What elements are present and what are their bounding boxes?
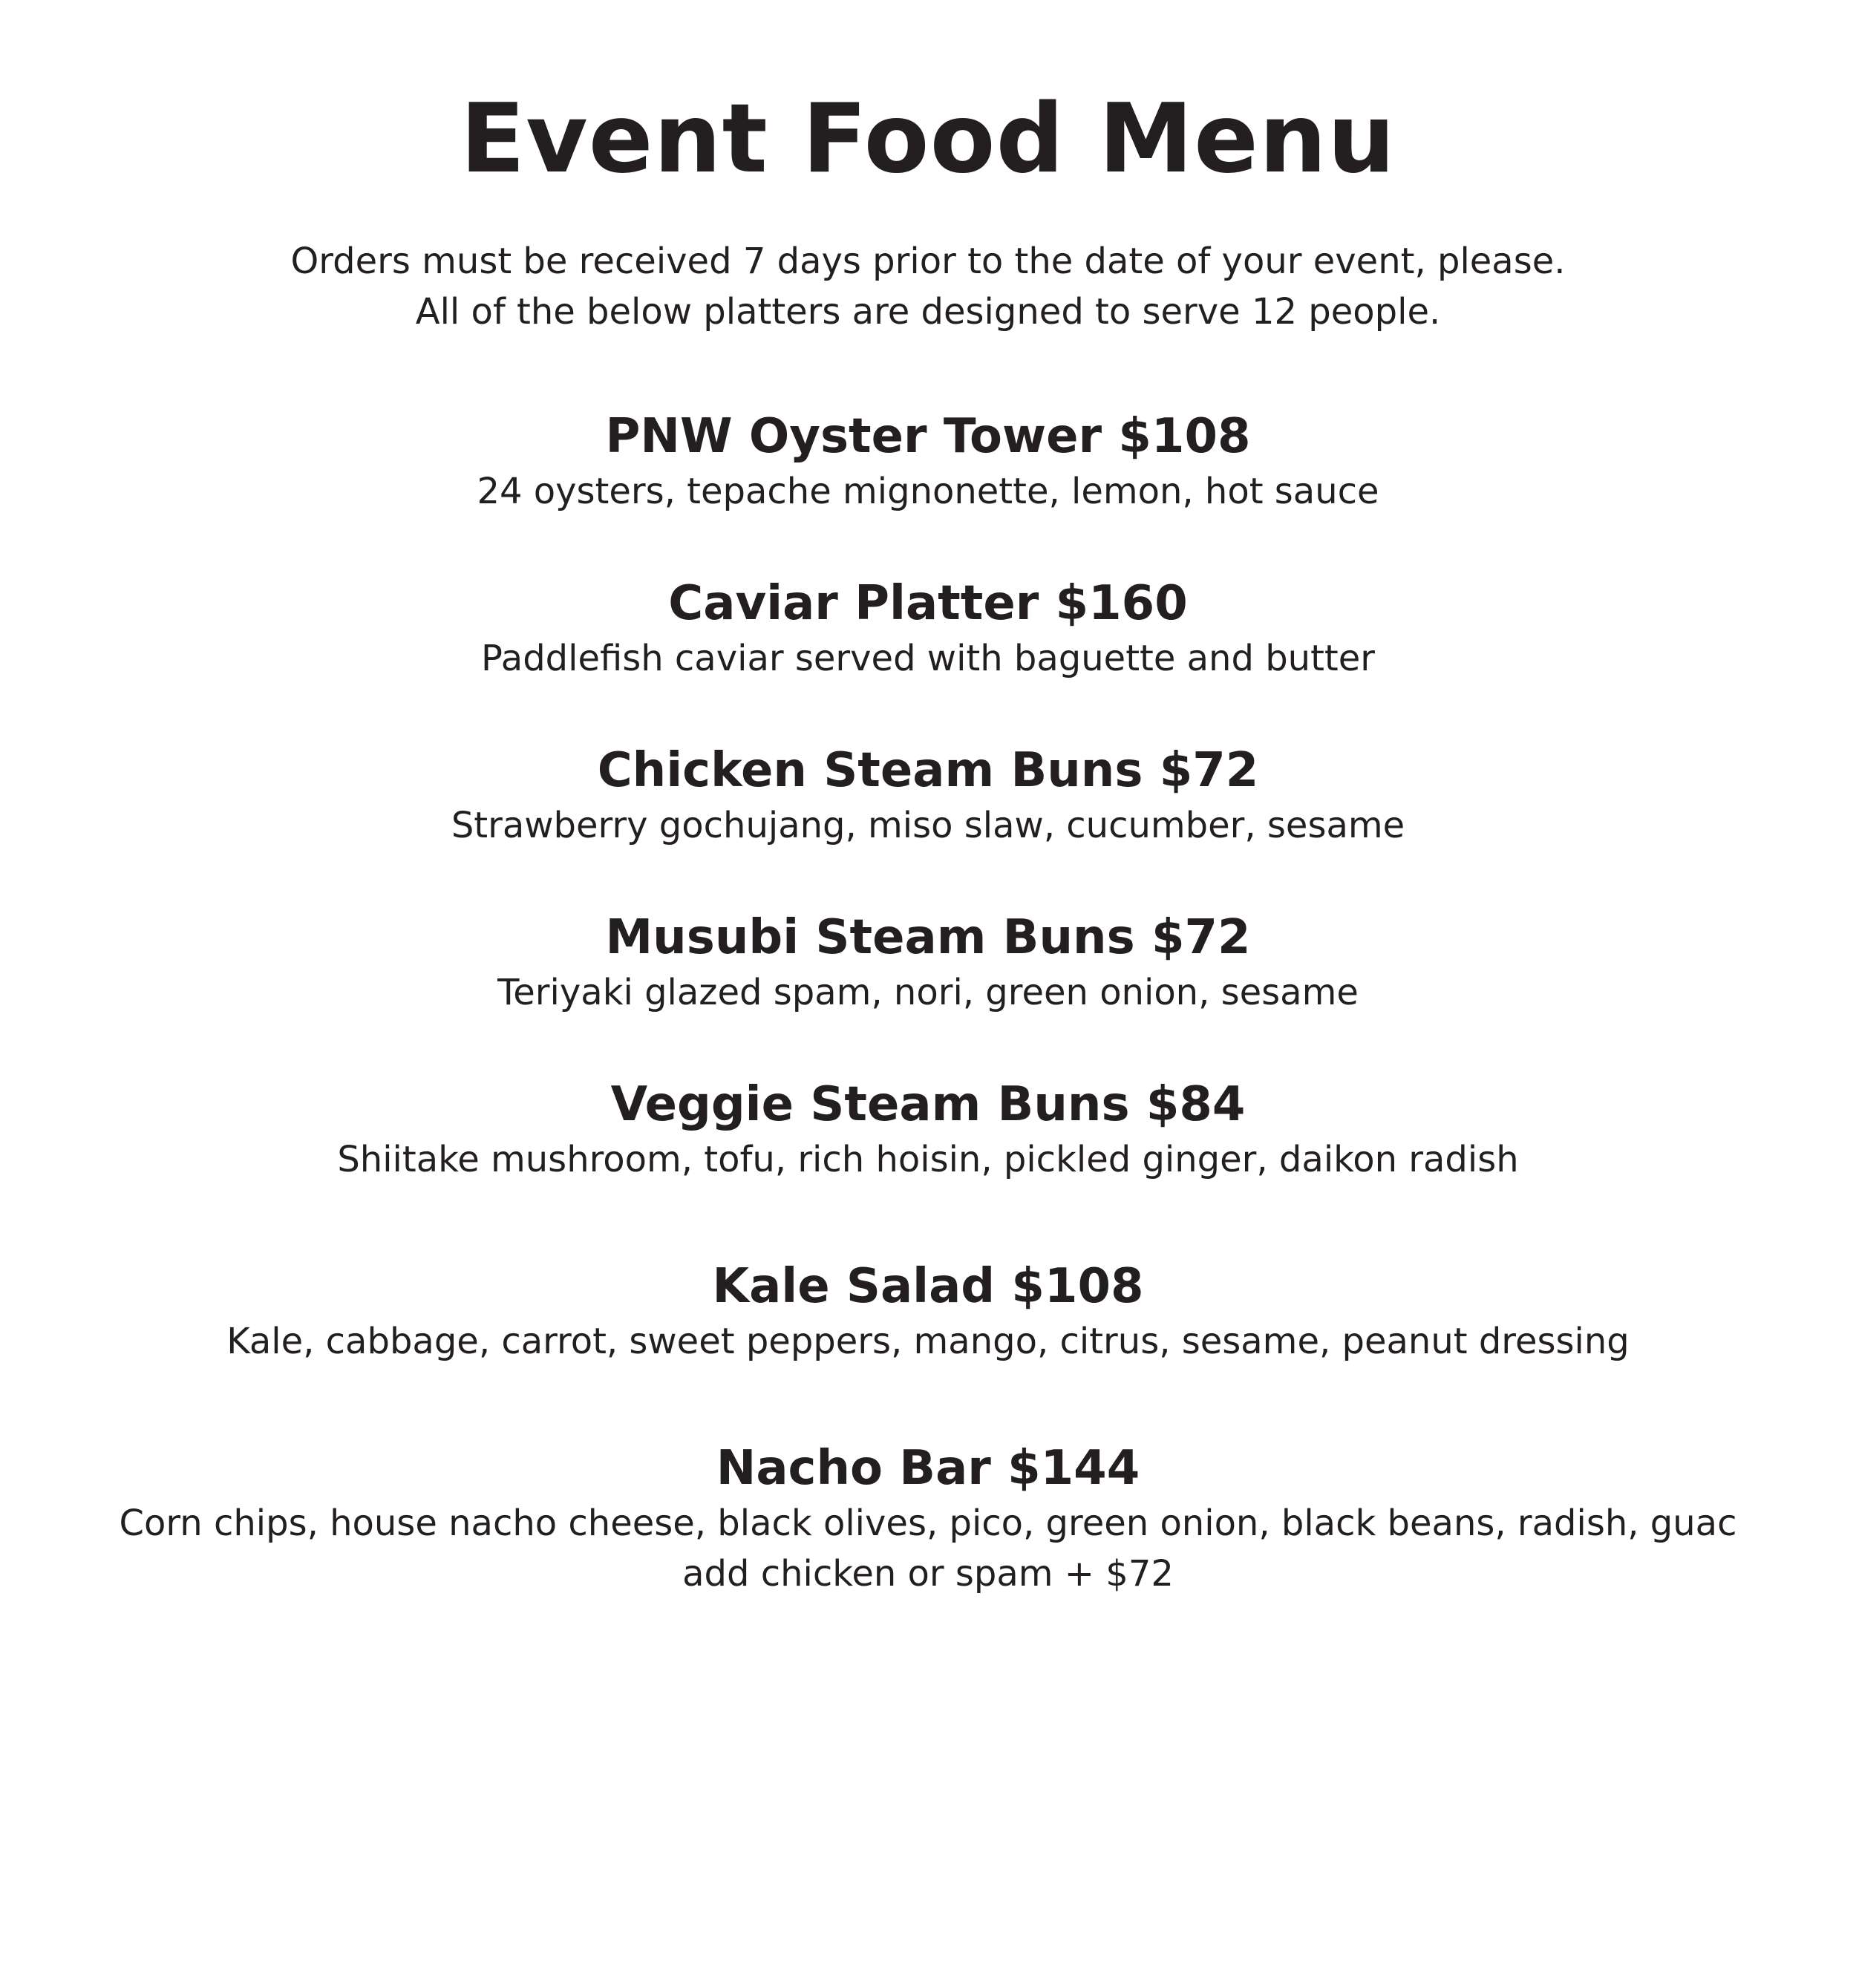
menu-item-name: Kale Salad $108 — [712, 1259, 1144, 1314]
page-title: Event Food Menu — [460, 84, 1396, 194]
menu-item-description: Paddlefish caviar served with baguette and butter — [480, 638, 1375, 679]
menu-item-description: Strawberry gochujang, miso slaw, cucumber, sesame — [451, 805, 1405, 846]
intro-line: All of the below platters are designed to serve 12 people. — [415, 291, 1441, 333]
menu-item-name: Veggie Steam Buns $84 — [610, 1077, 1246, 1132]
intro-line: Orders must be received 7 days prior to the date of your event, please. — [290, 241, 1566, 282]
menu-item-addon: add chicken or spam + $72 — [682, 1553, 1174, 1595]
menu-item-name: Nacho Bar $144 — [716, 1441, 1140, 1496]
menu-item-name: Chicken Steam Buns $72 — [597, 743, 1259, 798]
menu-item-description: 24 oysters, tepache mignonette, lemon, hot sauce — [477, 471, 1379, 512]
menu-item-name: Musubi Steam Buns $72 — [605, 910, 1251, 965]
menu-item-description: Teriyaki glazed spam, nori, green onion, sesame — [497, 972, 1359, 1013]
menu-item-description: Kale, cabbage, carrot, sweet peppers, mango, citrus, sesame, peanut dressing — [226, 1321, 1630, 1362]
menu-item-name: Caviar Platter $160 — [668, 576, 1188, 631]
menu-item-description: Shiitake mushroom, tofu, rich hoisin, pickled ginger, daikon radish — [337, 1139, 1519, 1180]
menu-item-name: PNW Oyster Tower $108 — [605, 409, 1251, 464]
menu-item-description: Corn chips, house nacho cheese, black olives, pico, green onion, black beans, radish, guac — [119, 1503, 1737, 1544]
